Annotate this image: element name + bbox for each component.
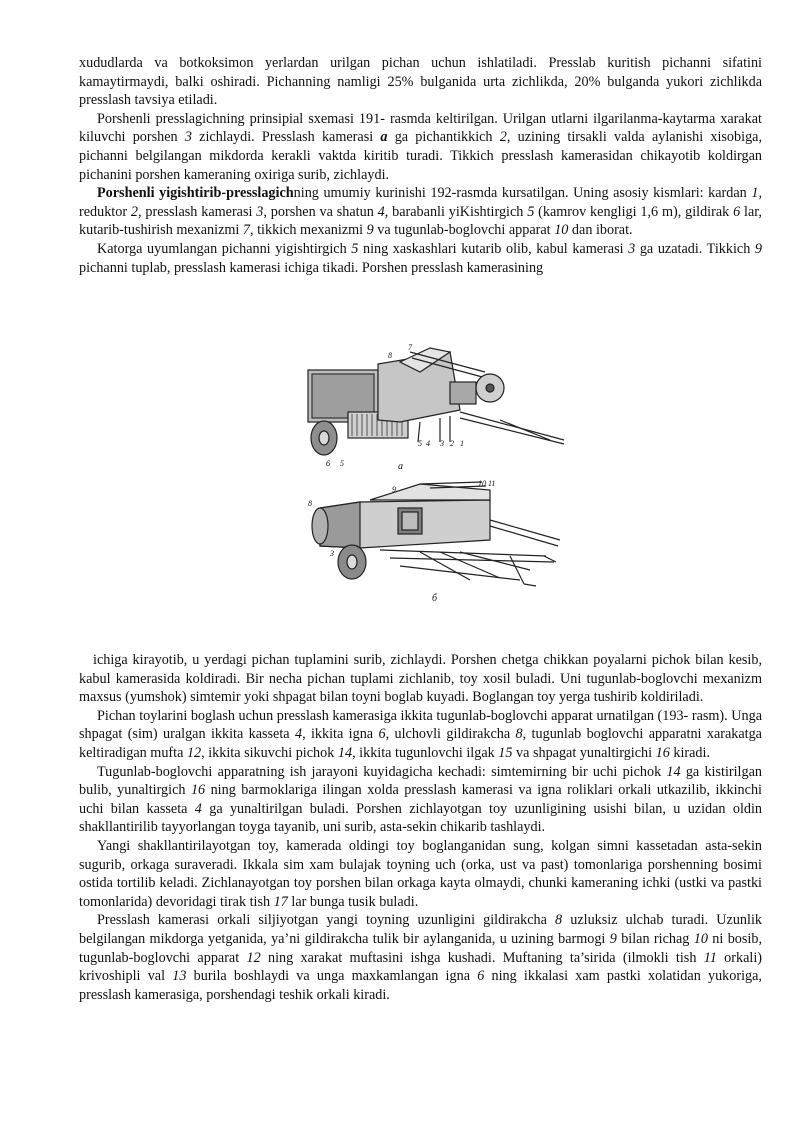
paragraph-1: xududlarda va botkoksimon yerlardan urilgan pichan uchun ishlatiladi. Presslab kuritish pichanni sifatini kamaytirmaydi, balki oshiradi. Pichanning namligi 25% bulganida urta zichlikda, 20% bulganda yukori zichlikda presslash tavsiya etiladi. — [79, 55, 762, 109]
baler-perspective-illustration — [300, 480, 570, 605]
callout-label: 6 — [326, 459, 330, 468]
callout-label: 3 — [440, 439, 444, 448]
baler-figure-a — [300, 342, 570, 472]
paragraph-2: Porshenli presslagichning prinsipial sxemasi 191- rasmda keltirilgan. Urilgan utlarni ilgarilanma-kaytarma xarakat kiluvchi porshen 3 zichlaydi. Presslash kamerasi a ga pichantikkich 2, uzining tirsakli valda aylanishi xisobiga, pichanni belgilangan mikdorda kerakli vaktda kiritib turadi. Tikkich presslash kamerasidan chikayotib koldirgan pichanini porshen kameraning oxiriga surib, zichlaydi. — [79, 110, 763, 183]
figure-label-a: a — [398, 461, 403, 472]
text-block-bottom — [79, 651, 762, 1004]
paragraph-4: Katorga uyumlangan pichanni yigishtirgich 5 ning xaskashlari kutarib olib, kabul kamerasi 3 ga uzatadi. Tikkich 9 pichanni tuplab, presslash kamerasi ichiga tikadi. Porshen presslash kamerasining — [79, 240, 762, 276]
paragraph-8: Yangi shakllantirilayotgan toy, kamerada oldingi toy boglanganidan sung, kolgan simni kassetadan asta-sekin sugurib, orkaga suraveradi. Ikkala sim xam bulajak toyning uch (orka, ust va past) tomonlariga porshenning bosimi ostida tortilib keladi. Zichlanayotgan toy porshen bilan orkaga kayta olmaydi, chunki kameraning ichki (ustki va pastki tomonlarida) devoridagi tirak tish 17 lar bunga tusik buladi. — [79, 837, 762, 910]
text-block-top — [79, 54, 762, 277]
callout-label: 8 — [388, 351, 392, 360]
callout-label: 5 — [340, 459, 344, 468]
callout-label: 9 — [392, 485, 396, 494]
baler-figure-b — [300, 480, 570, 605]
baler-side-view-illustration — [300, 342, 570, 472]
callout-label: 3 — [330, 549, 334, 558]
paragraph-7: Tugunlab-boglovchi apparatning ish jarayoni kuyidagicha kechadi: simtemirning bir uchi pichok 14 ga kistirilgan bulib, yunaltirgich 16 ning barmoklariga ilingan xolda presslash kamerasi va igna roliklari orkali utkazilib, ikkinchi uchi bilan kasseta 4 ga yunaltirilgan buladi. Porshen zichlayotgan toy uzunligining usishi bilan, u uzidan oldin shakllantirilib tayyorlangan toyga tayanib, uni surib, asta-sekin chikarib tashlaydi. — [79, 763, 763, 836]
callout-label: 11 — [488, 480, 496, 488]
callout-label: 4 — [426, 439, 430, 448]
figure-label-b: б — [432, 593, 438, 604]
paragraph-9: Presslash kamerasi orkali siljiyotgan yangi toyning uzunligini gildirakcha 8 uzluksiz ulchab turadi. Uzunlik belgilangan mikdorga yetganida, ya’ni gildirakcha tulik bir aylanganida, u uzining barmogi 9 bilan richag 10 ni bosib, tugunlab-boglovchi apparat 12 ning xarakat muftasini ishga kushadi. Muftaning ta’sirida (ilmokli tish 11 orkali) krivoshipli val 13 burila boshlaydi va unga maxkamlangan igna 6 ning ikkalasi xam pastki xolatidan yukoriga, presslash kamerasiga, porshendagi teshik orkali kiradi. — [79, 912, 762, 1003]
callout-label: 5 — [418, 439, 422, 448]
callout-label: 1 — [460, 439, 464, 448]
callout-label: 8 — [308, 499, 312, 508]
paragraph-6: Pichan toylarini boglash uchun presslash kamerasiga ikkita tugunlab-boglovchi apparat urnatilgan (193- rasm). Unga shpagat (sim) uralgan ikkita kasseta 4, ikkita igna 6, ulchovli gildirakcha 8, tugunlab boglovchi apparatni xarakatga keltiradigan mufta 12, ikkita sikuvchi pichok 14, ikkita tugunlovchi ilgak 15 va shpagat yunaltirgichi 16 kiradi. — [79, 707, 762, 761]
callout-label: 10 — [478, 480, 486, 488]
callout-label: 2 — [450, 439, 454, 448]
paragraph-3: Porshenli yigishtirib-presslagichning umumiy kurinishi 192-rasmda kursatilgan. Uning asosiy kismlari: kardan 1, reduktor 2, presslash kamerasi 3, porshen va shatun 4, barabanli yiKishtirgich 5 (kamrov kengligi 1,6 m), gildirak 6 lar, kutarib-tushirish mexanizmi 7, tikkich mexanizmi 9 va tugunlab-boglovchi apparat 10 dan iborat. — [79, 185, 762, 239]
paragraph-5: ichiga kirayotib, u yerdagi pichan tuplamini surib, zichlaydi. Porshen chetga chikkan poyalarni pichok bilan kesib, kabul kamerasida koldiradi. Bir necha pichan tuplami zichlanib, toy xosil buladi. Uni tugunlab-boglovchi mexanizm maxsus (yumshok) simtemir yoki shpagat bilan toyni boglab kuyadi. Boglangan toy yerga tushirib koldiriladi. — [79, 652, 762, 706]
callout-label: 7 — [408, 343, 412, 352]
